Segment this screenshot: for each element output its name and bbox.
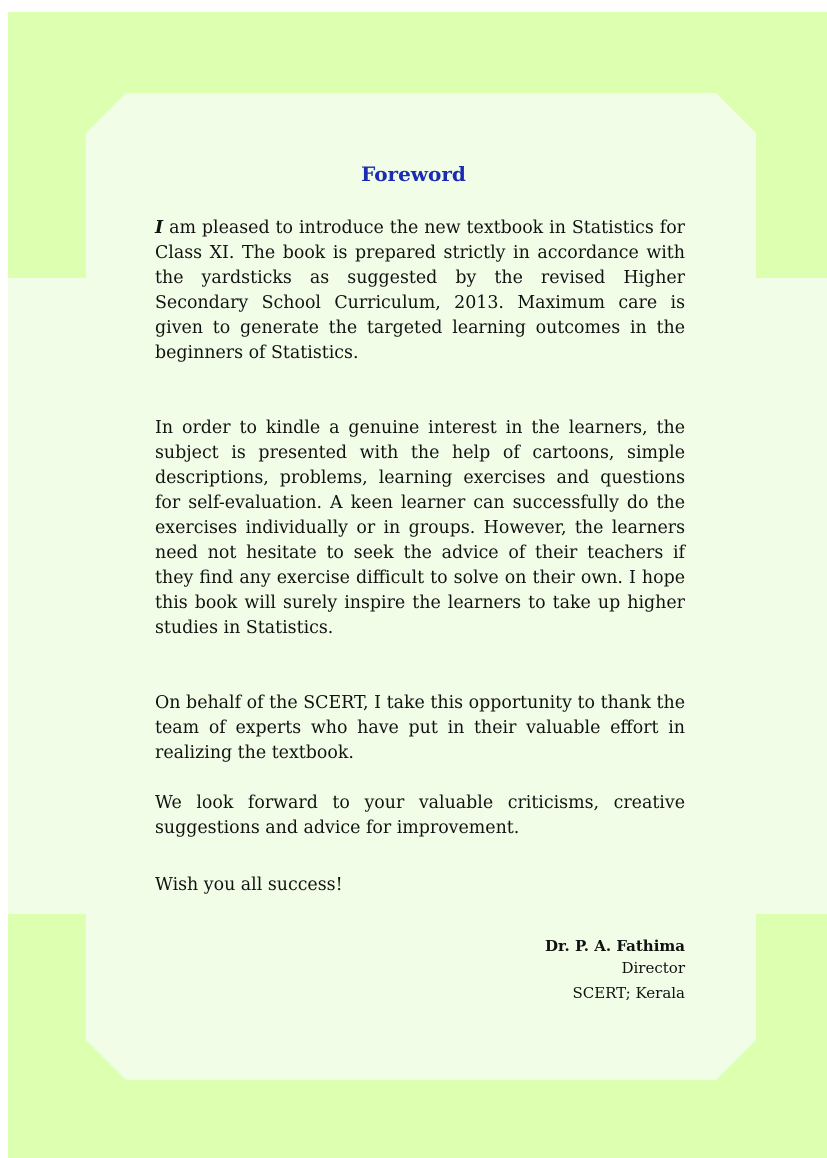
signatory-name: Dr. P. A. Fathima [545,937,685,955]
signatory-designation: Director [621,959,685,977]
paragraph-approach: In order to kindle a genuine interest in the learners, the subject is presented with the help of cartoons, simple descriptions, problems, learning exercises and questions for self-evaluation. A keen learner can successfully do the exercises individually or in groups. However, the learners need not hesitate to seek the advice of their teachers if they find any exercise difficult to solve on their own. I hope this book will surely inspire the learners to take up higher studies in Statistics. [155,418,685,638]
drop-cap: I [155,218,164,238]
signatory-organization: SCERT; Kerala [572,984,685,1002]
page-title: Foreword [361,162,466,186]
paragraph-wishes: Wish you all success! [155,875,343,895]
paragraph-intro [155,216,685,366]
paragraph-intro-text: am pleased to introduce the new textbook in Statistics for Class XI. The book is prepared strictly in accordance with the yardsticks as suggested by the revised Higher Secondary School Curriculum, 2013. Maximum care is given to generate the targeted learning outcomes in the beginners of Statistics. [155,218,685,363]
paragraph-feedback: We look forward to your valuable criticisms, creative suggestions and advice for improvement. [155,793,685,838]
paragraph-thanks: On behalf of the SCERT, I take this opportunity to thank the team of experts who have put in their valuable effort in realizing the textbook. [155,693,685,763]
